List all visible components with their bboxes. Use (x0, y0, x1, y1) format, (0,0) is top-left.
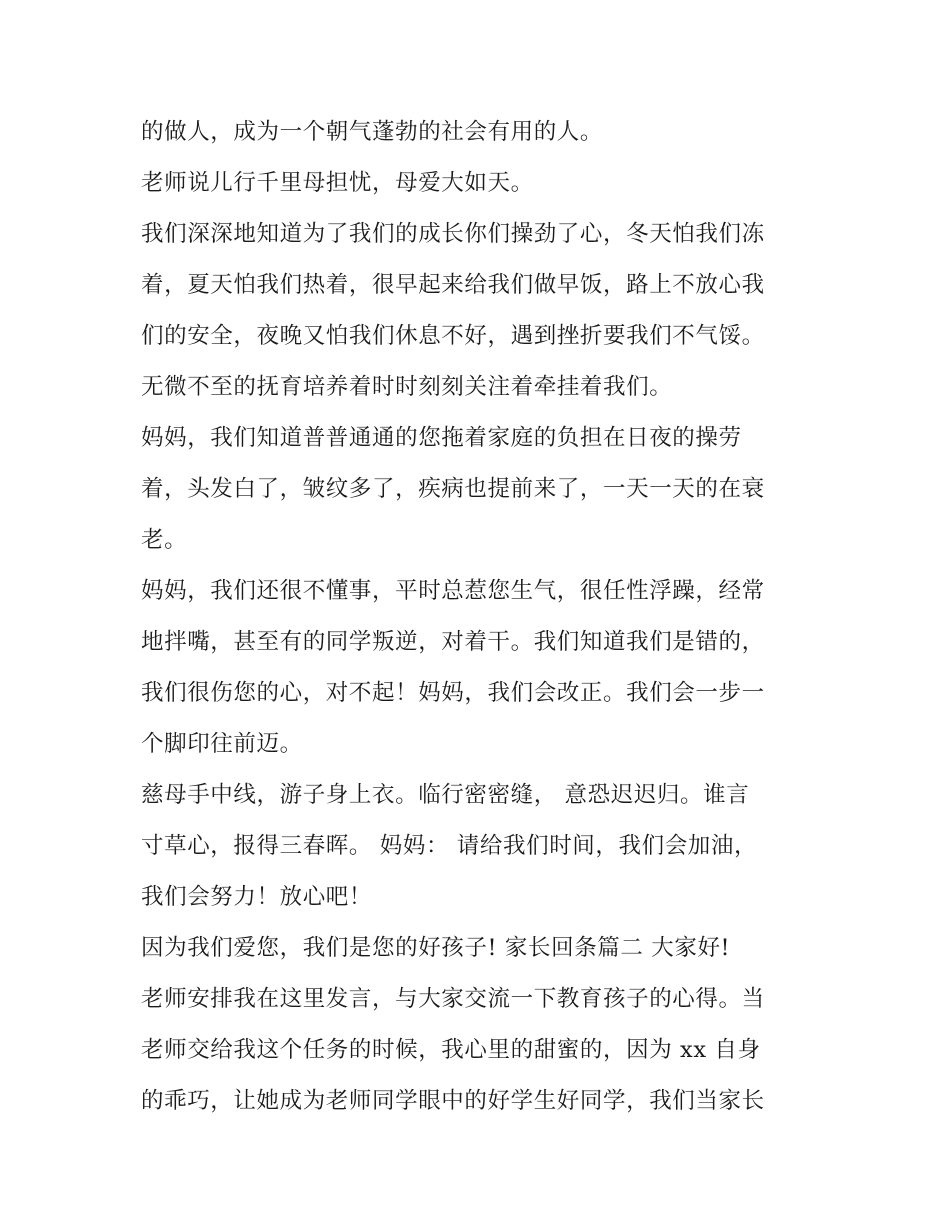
text-line: 的做人，成为一个朝气蓬勃的社会有用的人。 (141, 119, 604, 145)
document-body (141, 107, 821, 1127)
text-line: 老师交给我这个任务的时候，我心里的甜蜜的，因为 xx 自身 (141, 1037, 761, 1063)
text-line: 因为我们爱您，我们是您的好孩子! 家长回条篇二 大家好! (141, 935, 731, 961)
text-line: 们的安全，夜晚又怕我们休息不好，遇到挫折要我们不气馁。 (141, 323, 765, 349)
text-line: 老师说儿行千里母担忧，母爱大如天。 (141, 170, 534, 196)
text-line: 我们深深地知道为了我们的成长你们操劲了心，冬天怕我们冻 (141, 221, 765, 247)
text-line: 慈母手中线，游子身上衣。临行密密缝， 意恐迟迟归。谁言 (141, 782, 750, 808)
text-line: 着，头发白了，皱纹多了，疾病也提前来了，一天一天的在衰 (141, 476, 765, 502)
text-line: 地拌嘴，甚至有的同学叛逆，对着干。我们知道我们是错的， (141, 629, 765, 655)
text-line: 老。 (141, 527, 188, 553)
text-line: 个脚印往前迈。 (141, 731, 303, 757)
text-line: 老师安排我在这里发言，与大家交流一下教育孩子的心得。当 (141, 986, 765, 1012)
text-line: 妈妈，我们知道普普通通的您拖着家庭的负担在日夜的操劳 (141, 425, 742, 451)
text-line: 着，夏天怕我们热着，很早起来给我们做早饭，路上不放心我 (141, 272, 765, 298)
text-line: 无微不至的抚育培养着时时刻刻关注着牵挂着我们。 (141, 374, 673, 400)
text-line: 寸草心，报得三春晖。 妈妈： 请给我们时间，我们会加油， (141, 833, 758, 859)
text-line: 妈妈，我们还很不懂事，平时总惹您生气，很任性浮躁，经常 (141, 578, 765, 604)
text-line: 我们会努力！放心吧！ (141, 884, 373, 910)
text-line: 我们很伤您的心，对不起！妈妈，我们会改正。我们会一步一 (141, 680, 765, 706)
text-line: 的乖巧，让她成为老师同学眼中的好学生好同学，我们当家长 (141, 1088, 765, 1114)
